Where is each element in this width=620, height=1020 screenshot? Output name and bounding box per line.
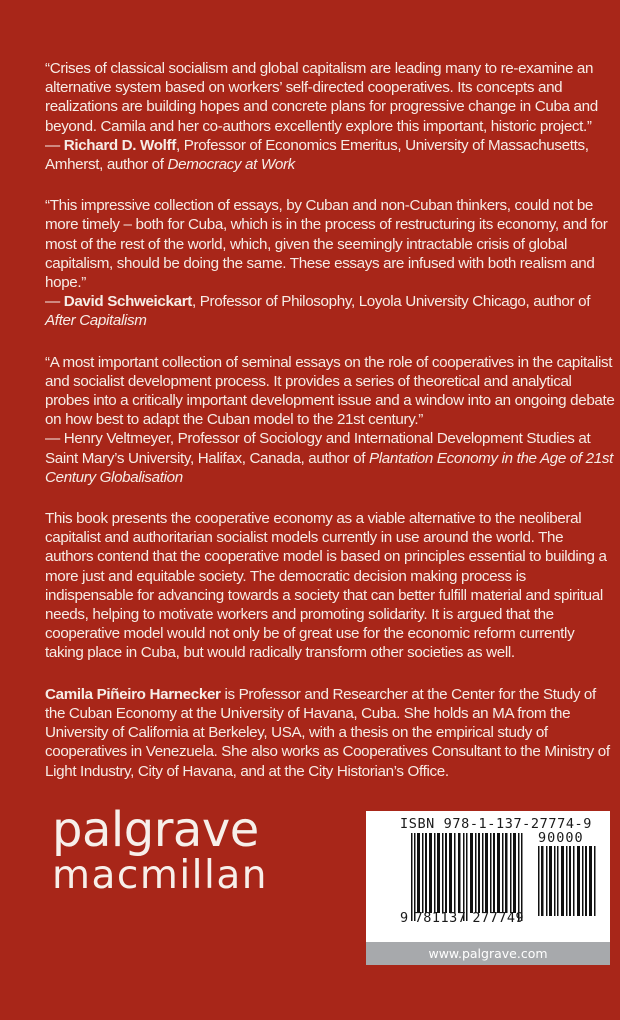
endorser-affiliation: , Professor of Philosophy, Loyola University Chicago, author of <box>192 293 591 311</box>
isbn-label: ISBN 978-1-137-27774-9 <box>400 816 593 832</box>
endorsement-schweickart <box>45 196 615 330</box>
endorser-name: Richard D. Wolff <box>63 136 176 154</box>
barcode-box <box>366 811 610 965</box>
em-dash: — <box>45 430 64 448</box>
ean-number <box>400 910 524 926</box>
endorsement-body <box>45 196 615 330</box>
author-bio-body: is Professor and Researcher at the Center for the Study of the Cuban Economy at the University of Havana, Cuba. She holds an MA from the University of California at Berkeley, USA, with a thesis on the empirical study of cooperatives in Venezuela. She also works as Cooperatives Consultant to the Ministry of Light Industry, City of Havana, and at the City Historian’s Office. <box>45 685 610 780</box>
publisher-logo <box>52 802 268 898</box>
endorser-affiliation: , Professor of Economics Emeritus, University of Massachusetts, Amherst, author of <box>45 136 589 174</box>
author-name: Camila Piñeiro Harnecker <box>45 685 221 703</box>
endorsement-body <box>45 59 615 174</box>
em-dash: — <box>45 136 64 154</box>
endorser-affiliation: , Professor of Sociology and International Development Studies at Saint Mary’s University, Halifax, Canada, author of <box>45 430 591 467</box>
endorser-name: David Schweickart <box>63 293 192 311</box>
endorsement-wolff <box>45 59 615 174</box>
endorser-book-title: Democracy at Work <box>167 156 295 174</box>
endorser-name: Henry Veltmeyer <box>63 430 170 448</box>
ean-left-group: 781137 <box>414 910 467 926</box>
endorsement-quote: “A most important collection of seminal essays on the role of cooperatives in the capitalist and socialist development process. It provides a series of theoretical and analytical probes into a critically important development issue and a window into an ongoing debate on how best to adapt the Cuban model to the 21st century.” <box>45 353 615 429</box>
ean-first-digit: 9 <box>400 910 409 926</box>
ean-barcode-icon <box>411 833 523 921</box>
description-text: This book presents the cooperative economy as a viable alternative to the neoliberal capitalist and authoritarian socialist models currently in use around the world. The authors contend that the cooperative model is based on principles essential to building a more just and equitable society. The democratic decision making process is indispensable for advancing towards a society that can better fulfill material and spiritual needs, helping to motivate workers and promoting solidarity. It is argued that the cooperative model would not only be of great use for the economic reform currently taking place in Cuba, but would radically transform other societies as well. <box>45 510 607 662</box>
ean-right-group: 277749 <box>472 910 525 926</box>
publisher-url: www.palgrave.com <box>366 942 610 965</box>
author-bio <box>45 685 615 781</box>
endorsement-veltmeyer <box>45 353 615 487</box>
em-dash: — <box>45 293 64 311</box>
addon-barcode-icon <box>538 846 596 916</box>
author-bio-text <box>45 685 615 781</box>
endorsement-quote: “This impressive collection of essays, by Cuban and non-Cuban thinkers, could not be more timely – both for Cuba, which is in the process of restructuring its economy, and for most of the rest of the world, which, given the seemingly intractable crisis of global capitalism, should be doing the same. These essays are infused with both realism and hope.” <box>45 197 608 292</box>
back-cover-text <box>45 59 615 803</box>
price-addon-code: 90000 <box>538 830 584 846</box>
logo-line-macmillan: macmillan <box>52 853 268 898</box>
endorser-book-title: After Capitalism <box>45 312 147 330</box>
logo-line-palgrave: palgrave <box>52 802 259 858</box>
endorser-book-title: Plantation Economy in the Age of 21st Century Globalisation <box>45 449 613 486</box>
endorsement-body <box>45 353 615 487</box>
endorsement-quote: “Crises of classical socialism and global capitalism are leading many to re-examine an alternative system based on workers’ self-directed cooperatives. Its concepts and realizations are building hopes and concrete plans for progressive change in Cuba and beyond. Camila and her co-authors excellently explore this important, historic project.” <box>45 60 598 135</box>
book-description <box>45 509 615 663</box>
